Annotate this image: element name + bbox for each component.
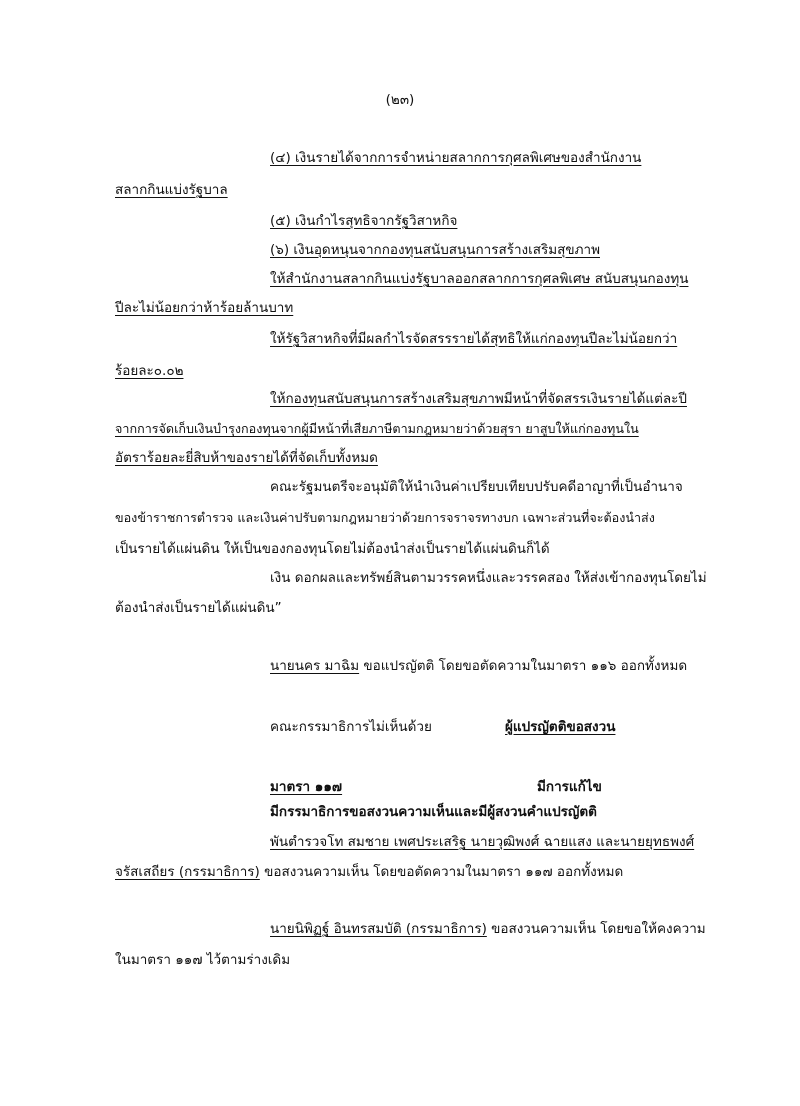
para-state-enterprise-line2: ร้อยละ๐.๐๒ <box>115 363 184 379</box>
para-cabinet-line3: เป็นรายได้แผ่นดิน ให้เป็นของกองทุนโดยไม่ต้องนำส่งเป็นรายได้แผ่นดินก็ได้ <box>115 541 550 557</box>
reservation-3-line1 <box>270 919 706 939</box>
item-4-line1: (๔) เงินรายได้จากการจำหน่ายสลากการกุศลพิเศษของสำนักงาน <box>270 150 642 166</box>
reservation-1-name: นายนคร มาฉิม <box>270 658 360 674</box>
section-117-status: มีการแก้ไข <box>537 779 602 795</box>
para-cabinet-line1: คณะรัฐมนตรีจะอนุมัติให้นำเงินค่าเปรียบเทียบปรับคดีอาญาที่เป็นอำนาจ <box>270 479 683 495</box>
reservation-2-line2 <box>115 862 623 882</box>
item-4-line2: สลากกินแบ่งรัฐบาล <box>115 182 228 198</box>
para-health-fund-line3: อัตราร้อยละยี่สิบห้าของรายได้ที่จัดเก็บทั้งหมด <box>115 450 378 466</box>
reservation-1-text: ขอแปรญัตติ โดยขอตัดความในมาตรา ๑๑๖ ออกทั้งหมด <box>359 658 688 674</box>
reservation-2-names: จรัสเสถียร (กรรมาธิการ) <box>115 864 260 880</box>
para-lottery-line1: ให้สำนักงานสลากกินแบ่งรัฐบาลออกสลากการกุศลพิเศษ สนับสนุนกองทุน <box>270 271 689 287</box>
committee-disagree: คณะกรรมาธิการไม่เห็นด้วย <box>270 719 432 735</box>
reservation-2-text: ขอสงวนความเห็น โดยขอตัดความในมาตรา ๑๑๗ ออกทั้งหมด <box>259 864 624 880</box>
reserver-label: ผู้แปรญัตติขอสงวน <box>505 719 616 735</box>
item-5: (๕) เงินกำไรสุทธิจากรัฐวิสาหกิจ <box>270 213 458 229</box>
para-money-line1: เงิน ดอกผลและทรัพย์สินตามวรรคหนึ่งและวรรคสอง ให้ส่งเข้ากองทุนโดยไม่ <box>270 570 707 586</box>
para-cabinet-line2: ของข้าราชการตำรวจ และเงินค่าปรับตามกฎหมายว่าด้วยการจราจรทางบก เฉพาะส่วนที่จะต้องนำส่ง <box>115 510 655 525</box>
para-state-enterprise-line1: ให้รัฐวิสาหกิจที่มีผลกำไรจัดสรรรายได้สุทธิให้แก่กองทุนปีละไม่น้อยกว่า <box>270 331 678 347</box>
para-health-fund-line1: ให้กองทุนสนับสนุนการสร้างเสริมสุขภาพมีหน้าที่จัดสรรเงินรายได้แต่ละปี <box>270 391 687 407</box>
reservation-3-line2: ในมาตรา ๑๑๗ ไว้ตามร่างเดิม <box>115 952 291 968</box>
para-money-line2: ต้องนำส่งเป็นรายได้แผ่นดิน” <box>115 600 282 616</box>
page-number: (๒๓) <box>385 92 415 108</box>
para-health-fund-line2: จากการจัดเก็บเงินบำรุงกองทุนจากผู้มีหน้าที่เสียภาษีตามกฎหมายว่าด้วยสุรา ยาสูบให้แก่กองทุนใน <box>115 421 639 436</box>
reservation-2-line1: พันตำรวจโท สมชาย เพศประเสริฐ นายวุฒิพงศ์ ฉายแสง และนายยุทธพงศ์ <box>270 834 695 850</box>
para-lottery-line2: ปีละไม่น้อยกว่าห้าร้อยล้านบาท <box>115 300 294 316</box>
reservation-1 <box>270 656 687 676</box>
reservation-3-text: ขอสงวนความเห็น โดยขอให้คงความ <box>486 921 706 937</box>
section-117-title: มาตรา ๑๑๗ <box>270 779 343 795</box>
reservation-3-names: นายนิพิฏฐ์ อินทรสมบัติ (กรรมาธิการ) <box>270 921 487 937</box>
section-117-subtitle: มีกรรมาธิการขอสงวนความเห็นและมีผู้สงวนคำแปรญัตติ <box>270 804 597 820</box>
item-6: (๖) เงินอุดหนุนจากกองทุนสนับสนุนการสร้างเสริมสุขภาพ <box>270 242 600 258</box>
